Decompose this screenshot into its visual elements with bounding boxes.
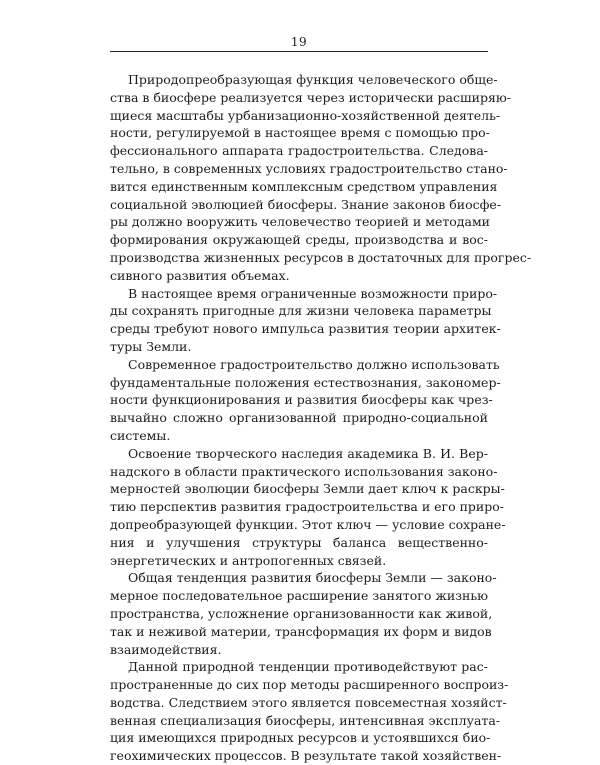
body-text (110, 71, 532, 765)
paragraph (110, 356, 501, 445)
text-line: взаимодействия. (110, 641, 222, 657)
text-line: надского в области практического использования законо- (110, 463, 498, 479)
text-line: фессионального аппарата градостроительства. Следова- (110, 143, 488, 159)
text-line: производства жизненных ресурсов в достаточных для прогрес- (110, 249, 532, 265)
text-line: формирования окружающей среды, производства и вос- (110, 232, 488, 248)
header-rule (110, 51, 488, 52)
paragraph (110, 71, 532, 285)
text-line: фундаментальные положения естествознания, закономер- (110, 374, 501, 390)
text-line: вится единственным комплексным средством управления (110, 178, 498, 194)
text-line: водства. Следствием этого является повсеместная хозяйст- (110, 694, 507, 710)
text-line: сивного развития объемах. (110, 267, 290, 283)
text-line: вычайно сложно организованной природно-социальной (110, 410, 488, 426)
text-line: ры должно вооружить человечество теорией и методами (110, 214, 491, 230)
text-line: ности, регулируемой в настоящее время с помощью про- (110, 125, 490, 141)
text-line: среды требуют нового импульса развития теории архитек- (110, 321, 501, 337)
text-line: Природопреобразующая функция человеческого обще- (128, 72, 498, 87)
text-line: ды сохранять пригодные для жизни человека параметры (110, 303, 492, 319)
text-line: ция имеющихся природных ресурсов и устоявшихся био- (110, 730, 491, 746)
text-line: В настоящее время ограниченные возможности приро- (128, 285, 498, 301)
page-number: 19 (290, 35, 308, 49)
text-line: энергетических и антропогенных связей. (110, 552, 387, 568)
text-line: ния и улучшения структуры баланса вещественно- (110, 534, 488, 550)
text-line: пространства, усложнение организованности как живой, (110, 605, 493, 621)
text-line: Современное градостроительство должно использовать (128, 356, 500, 372)
text-line: допреобразующей функции. Этот ключ — условие сохране- (110, 516, 506, 532)
text-line: тельно, в современных условиях градостроительство стано- (110, 160, 508, 176)
paragraph (110, 445, 506, 570)
text-line: Данной природной тенденции противодействуют рас- (128, 659, 488, 675)
text-line: туры Земли. (110, 338, 192, 354)
paragraph (110, 285, 501, 356)
text-line: венная специализация биосферы, интенсивная эксплуата- (110, 712, 500, 728)
text-line: так и неживой материи, трансформация их форм и видов (110, 623, 492, 639)
paragraph (110, 569, 497, 658)
text-line: пространенные до сих пор методы расширенного воспроиз- (110, 677, 509, 693)
text-line: социальной эволюцией биосферы. Знание законов биосфе- (110, 196, 502, 212)
text-line: системы. (110, 427, 171, 443)
text-line: геохимических процессов. В результате такой хозяйствен- (110, 748, 502, 764)
text-line: щиеся масштабы урбанизационно-хозяйственной деятель- (110, 107, 501, 123)
text-line: ности функционирования и развития биосферы как чрез- (110, 392, 493, 408)
text-line: ства в биосфере реализуется через исторически расширяю- (110, 89, 511, 105)
text-line: тию перспектив развития градостроительства и его приро- (110, 499, 504, 515)
text-line: мерное последовательное расширение занятого жизнью (110, 588, 489, 604)
text-line: Общая тенденция развития биосферы Земли — законо- (128, 570, 497, 586)
text-line: Освоение творческого наследия академика В. И. Вер- (128, 445, 488, 461)
text-line: мерностей эволюции биосферы Земли дает ключ к раскры- (110, 481, 505, 497)
page-header (110, 34, 488, 52)
paragraph (110, 658, 509, 765)
